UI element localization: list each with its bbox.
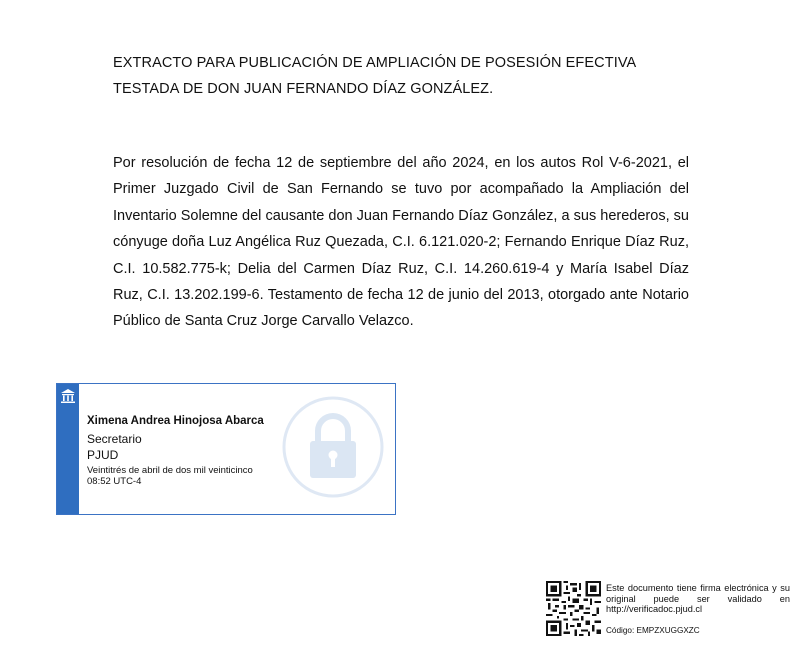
signer-name: Ximena Andrea Hinojosa Abarca: [87, 415, 264, 427]
qr-code-icon[interactable]: [546, 581, 601, 636]
courthouse-icon: [60, 388, 76, 404]
electronic-signature-stamp: [56, 383, 396, 515]
signature-date: Veintitrés de abril de dos mil veinticinco: [87, 465, 253, 476]
verification-text: Este documento tiene firma electrónica y su original puede ser validado en http://verificadoc.pjud.cl: [606, 583, 790, 614]
extract-body: Por resolución de fecha 12 de septiembre del año 2024, en los autos Rol V-6-2021, el Primer Juzgado Civil de San Fernando se tuvo por acompañado la Ampliación del Inventario Solemne del causante don Juan Fernando Díaz González, a sus herederos, su cónyuge doña Luz Angélica Ruz Quezada, C.I. 6.121.020-2; Fernando Enrique Díaz Ruz, C.I. 10.582.775-k; Delia del Carmen Díaz Ruz, C.I. 14.260.619-4 y María Isabel Díaz Ruz, C.I. 13.202.199-6. Testamento de fecha 12 de junio del 2013, otorgado ante Notario Público de Santa Cruz Jorge Carvallo Velazco.: [113, 155, 689, 330]
signature-side-bar: [57, 384, 79, 514]
document-title: [113, 50, 693, 102]
signature-time: 08:52 UTC-4: [87, 476, 142, 487]
signer-role: Secretario: [87, 432, 142, 446]
title-line-2: TESTADA DE DON JUAN FERNANDO DÍAZ GONZÁLEZ.: [113, 81, 494, 97]
verification-code: Código: EMPZXUGGXZC: [606, 626, 700, 635]
lock-icon: [281, 395, 385, 499]
title-line-1: EXTRACTO PARA PUBLICACIÓN DE AMPLIACIÓN DE POSESIÓN EFECTIVA: [113, 55, 637, 71]
signer-organization: PJUD: [87, 448, 119, 462]
